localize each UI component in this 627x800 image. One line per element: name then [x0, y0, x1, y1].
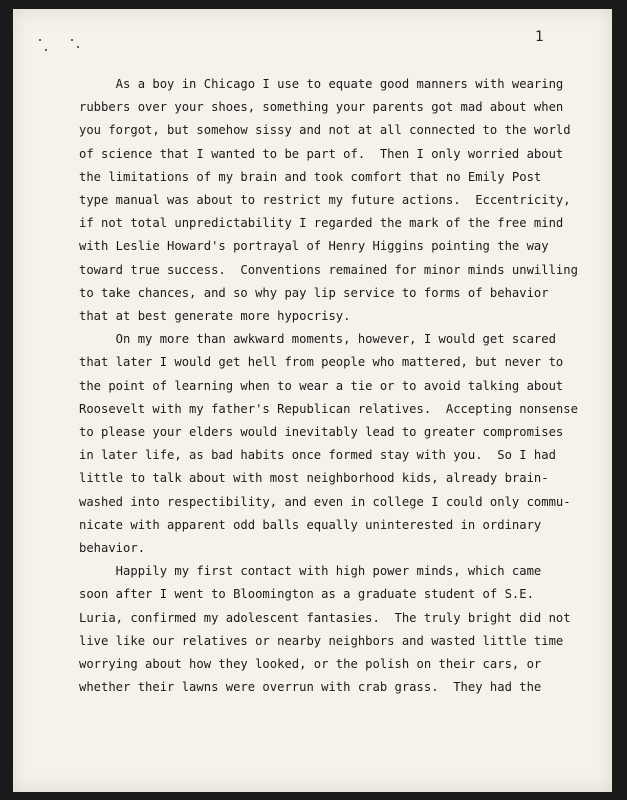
- text-line: if not total unpredictability I regarded the mark of the free mind: [79, 216, 564, 231]
- text-line: worrying about how they looked, or the polish on their cars, or: [79, 657, 542, 672]
- document-page: [13, 9, 612, 792]
- text-line: toward true success. Conventions remained for minor minds unwilling: [79, 262, 578, 277]
- paragraph: [79, 560, 571, 699]
- text-line: washed into respectibility, and even in college I could only commu-: [79, 494, 571, 509]
- text-line: in later life, as bad habits once formed stay with you. So I had: [79, 448, 556, 463]
- text-line: soon after I went to Bloomington as a graduate student of S.E.: [79, 587, 534, 602]
- text-line: to please your elders would inevitably lead to greater compromises: [79, 425, 564, 440]
- text-line: live like our relatives or nearby neighbors and wasted little time: [79, 633, 564, 648]
- paragraph: [79, 328, 578, 560]
- ink-speck: [39, 39, 41, 41]
- text-line: little to talk about with most neighborhood kids, already brain-: [79, 471, 549, 486]
- page-number: 1: [535, 29, 544, 45]
- text-line: that at best generate more hypocrisy.: [79, 309, 351, 324]
- text-line: the limitations of my brain and took comfort that no Emily Post: [79, 169, 542, 184]
- text-line: behavior.: [79, 541, 146, 556]
- text-line: As a boy in Chicago I use to equate good manners with wearing: [79, 77, 564, 91]
- text-line: type manual was about to restrict my future actions. Eccentricity,: [79, 193, 571, 208]
- text-line: Happily my first contact with high power minds, which came: [79, 564, 542, 579]
- text-line: whether their lawns were overrun with crab grass. They had the: [79, 680, 542, 695]
- paragraph: [79, 73, 578, 328]
- text-line: with Leslie Howard's portrayal of Henry Higgins pointing the way: [79, 239, 549, 254]
- text-line: nicate with apparent odd balls equally uninterested in ordinary: [79, 517, 542, 532]
- text-line: to take chances, and so why pay lip service to forms of behavior: [79, 285, 549, 300]
- text-line: Roosevelt with my father's Republican relatives. Accepting nonsense: [79, 401, 578, 416]
- text-line: you forgot, but somehow sissy and not at all connected to the world: [79, 123, 571, 138]
- text-line: rubbers over your shoes, something your parents got mad about when: [79, 100, 564, 115]
- text-line: Luria, confirmed my adolescent fantasies. The truly bright did not: [79, 610, 571, 625]
- ink-speck: [45, 49, 47, 51]
- body-text: [79, 73, 578, 699]
- text-line: of science that I wanted to be part of. Then I only worried about: [79, 146, 564, 161]
- ink-speck: [71, 39, 73, 41]
- ink-speck: [77, 46, 79, 48]
- text-line: the point of learning when to wear a tie or to avoid talking about: [79, 378, 564, 393]
- text-line: On my more than awkward moments, however, I would get scared: [79, 332, 556, 347]
- text-line: that later I would get hell from people who mattered, but never to: [79, 355, 564, 370]
